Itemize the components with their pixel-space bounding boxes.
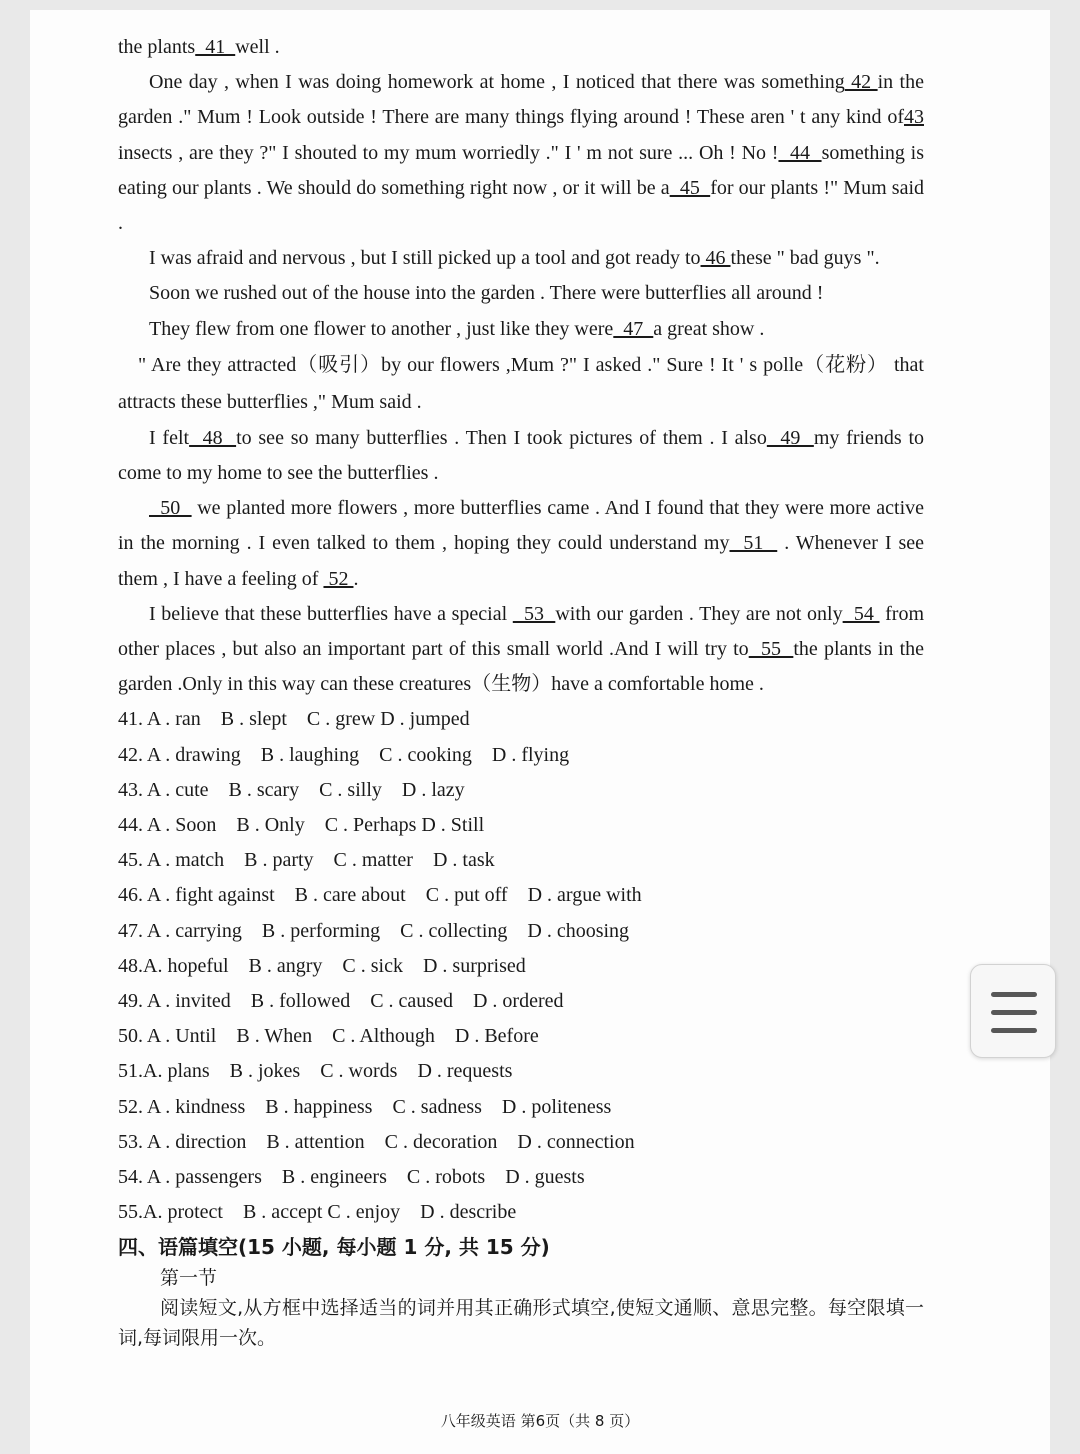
blank-42: 42	[844, 71, 878, 94]
blank-53: 53	[512, 602, 556, 625]
option-row-49: 49. A . invited B . followed C . caused D . ordered	[118, 989, 564, 1012]
blank-45: 45	[669, 176, 711, 199]
option-row-47: 47. A . carrying B . performing C . collecting D . choosing	[118, 919, 630, 942]
passage-paragraph-3: I was afraid and nervous , but I still picked up a tool and got ready to 46 these " bad guys ".	[149, 247, 880, 270]
blank-46: 46	[700, 247, 731, 270]
option-row-46: 46. A . fight against B . care about C . put off D . argue with	[118, 884, 642, 907]
section-4-part-label: 第一节	[160, 1267, 218, 1290]
blank-51: 51	[729, 532, 778, 555]
section-4-heading: 四、语篇填空(15 小题, 每小题 1 分, 共 15 分)	[118, 1235, 550, 1260]
page-content	[118, 30, 924, 1353]
option-row-42: 42. A . drawing B . laughing C . cooking D . flying	[118, 743, 570, 766]
page-footer: 八年级英语 第6页（共 8 页）	[440, 1412, 640, 1430]
option-row-43: 43. A . cute B . scary C . silly D . lazy	[118, 778, 465, 801]
section-4-instruction: 阅读短文,从方框中选择适当的词并用其正确形式填空,使短文通顺、意思完整。每空限填一词,每词限用一次。	[118, 1297, 924, 1350]
blank-47: 47	[613, 317, 654, 340]
passage-paragraph-8: 50 we planted more flowers , more butterflies came . And I found that they were more active in the morning . I even talked to them , hoping they could understand my 51 . Whenever I see them , I have a feeling of 52 .	[118, 497, 925, 590]
passage-paragraph-7: I felt 48 to see so many butterflies . Then I took pictures of them . I also 49 my friends to come to my home to see the butterflies .	[118, 426, 925, 485]
option-row-53: 53. A . direction B . attention C . decoration D . connection	[118, 1130, 635, 1153]
passage-paragraph-1: the plants 41 well .	[118, 36, 280, 58]
blank-55: 55	[748, 638, 794, 661]
passage-paragraph-4: Soon we rushed out of the house into the garden . There were butterflies all around !	[149, 282, 824, 305]
option-row-48: 48.A. hopeful B . angry C . sick D . surprised	[118, 954, 526, 977]
blank-44: 44	[778, 141, 822, 164]
option-row-54: 54. A . passengers B . engineers C . robots D . guests	[118, 1165, 585, 1188]
option-row-52: 52. A . kindness B . happiness C . sadness D . politeness	[118, 1095, 612, 1118]
passage-paragraph-6: " Are they attracted（吸引）by our flowers ,Mum ?" I asked ." Sure ! It ' s polle（花粉） that attracts these butterflies ," Mum said .	[118, 353, 924, 413]
blank-50: 50	[149, 497, 192, 520]
passage-paragraph-5: They flew from one flower to another , just like they were 47 a great show .	[149, 317, 765, 340]
hamburger-menu-button[interactable]	[970, 964, 1056, 1058]
blank-52: 52	[323, 567, 354, 590]
blank-54: 54	[842, 602, 880, 625]
option-row-45: 45. A . match B . party C . matter D . task	[118, 849, 495, 872]
blank-43: 43	[904, 106, 924, 129]
exam-page	[30, 10, 1050, 1454]
option-row-44: 44. A . Soon B . Only C . Perhaps D . Still	[118, 814, 485, 837]
option-row-50: 50. A . Until B . When C . Although D . Before	[118, 1025, 539, 1048]
passage-paragraph-2: One day , when I was doing homework at home , I noticed that there was something 42 in the garden ." Mum ! Look outside ! There are many things flying around ! These aren ' t any kind of43 insects , are they ?" I shouted to my mum worriedly ." I ' m not sure ... Oh ! No ! 44 something is eating our plants . We should do something right now , or it will be a 45 for our plants !" Mum said .	[118, 71, 925, 235]
blank-41: 41	[195, 36, 236, 58]
option-row-41: 41. A . ran B . slept C . grew D . jumped	[118, 708, 470, 731]
blank-49: 49	[766, 426, 814, 449]
option-row-51: 51.A. plans B . jokes C . words D . requests	[118, 1060, 513, 1083]
answer-options	[118, 702, 924, 1230]
option-row-55: 55.A. protect B . accept C . enjoy D . describe	[118, 1201, 517, 1224]
blank-48: 48	[189, 426, 237, 449]
passage-paragraph-9: I believe that these butterflies have a special 53 with our garden . They are not only 54 from other places , but also an important part of this small world .And I will try to 55 the plants in the garden .Only in this way can these creatures（生物）have a comfortable home .	[118, 602, 925, 696]
